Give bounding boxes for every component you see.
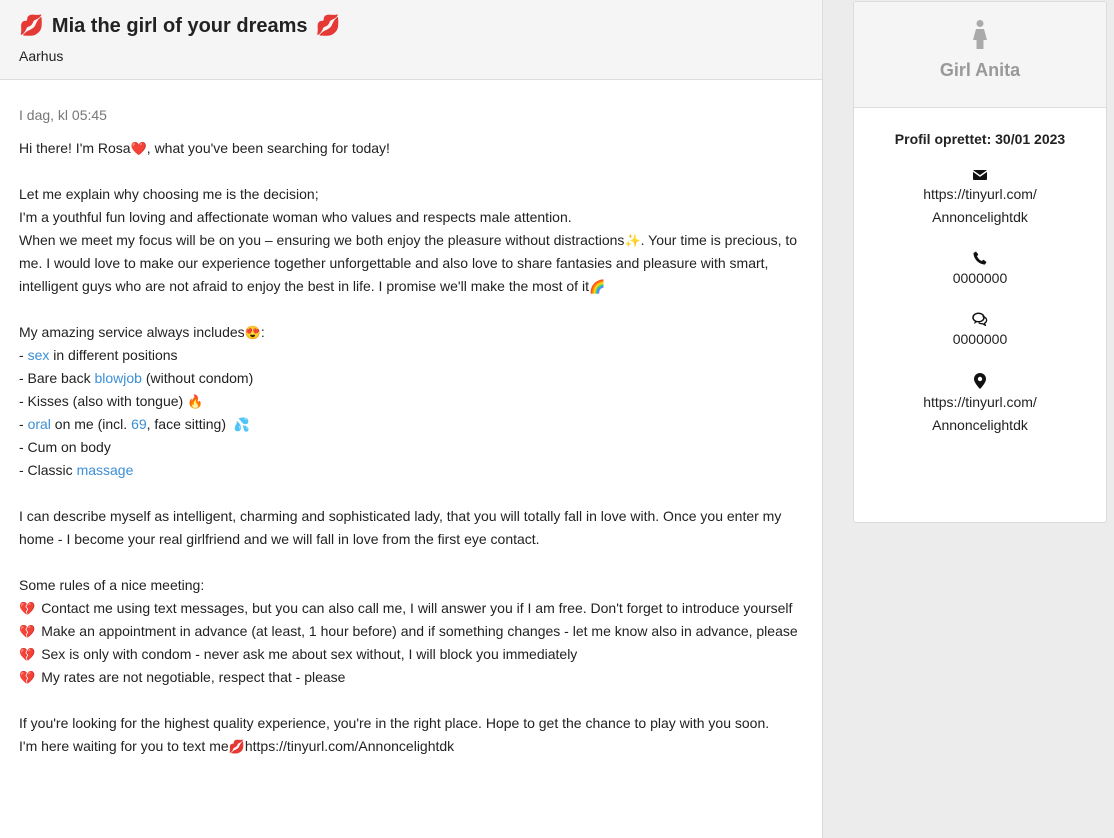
- ad-body: [0, 80, 822, 758]
- profile-email[interactable]: https://tinyurl.com/ Annoncelightdk: [854, 169, 1106, 229]
- profile-chat[interactable]: 0000000: [854, 312, 1106, 351]
- kiss-mark-icon: 💋: [315, 15, 341, 37]
- ad-date: I dag, kl 05:45: [19, 107, 107, 123]
- broken-heart-icon: 💔: [19, 624, 36, 639]
- service-item: - Classic massage: [19, 462, 134, 478]
- heart-icon: ❤️: [130, 141, 147, 156]
- service-item: - Kisses (also with tongue) 🔥: [19, 393, 204, 409]
- heart-eyes-icon: 😍: [244, 325, 261, 340]
- kiss-mark-icon: 💋: [228, 739, 245, 754]
- map-marker-icon: [854, 373, 1106, 389]
- kiss-mark-icon: 💋: [19, 15, 44, 37]
- rule-item: 💔 Sex is only with condom - never ask me about sex without, I will block you immediately: [19, 646, 578, 662]
- broken-heart-icon: 💔: [19, 647, 36, 662]
- closing-line: I'm here waiting for you to text me💋https://tinyurl.com/Annoncelightdk: [19, 738, 455, 754]
- fire-icon: 🔥: [187, 394, 204, 409]
- explain-line: Let me explain why choosing me is the decision;: [19, 186, 319, 202]
- profile-card-header: [854, 2, 1106, 108]
- service-link-sex[interactable]: sex: [27, 347, 50, 363]
- service-intro: My amazing service always includes😍:: [19, 324, 265, 340]
- closing-url: https://tinyurl.com/Annoncelightdk: [244, 738, 455, 754]
- service-link-blowjob[interactable]: blowjob: [94, 370, 142, 386]
- rainbow-icon: 🌈: [588, 279, 606, 294]
- female-person-icon: [854, 20, 1106, 50]
- explain-paragraph: When we meet my focus will be on you – ensuring we both enjoy the pleasure without distractions✨. Your time is precious, to me. I would love to make our experience together unforgettable and also love to share fantasies and pleasure with smart, intelligent guys who are not afraid to enjoy the best in life. I promise we'll make the most of it🌈: [19, 232, 798, 294]
- rule-item: 💔 My rates are not negotiable, respect that - please: [19, 669, 346, 685]
- ad-title-text: Mia the girl of your dreams: [51, 15, 308, 37]
- profile-location[interactable]: https://tinyurl.com/ Annoncelightdk: [854, 373, 1106, 437]
- service-item: - Cum on body: [19, 439, 111, 455]
- rules-title: Some rules of a nice meeting:: [19, 577, 205, 593]
- service-link-69[interactable]: 69: [131, 416, 147, 432]
- sweat-droplets-icon: 💦: [233, 417, 250, 432]
- profile-name: Girl Anita: [939, 60, 1021, 80]
- service-item: - Bare back blowjob (without condom): [19, 370, 254, 386]
- rule-item: 💔 Contact me using text messages, but you can also call me, I will answer you if I am free. Don't forget to introduce yourself: [19, 600, 793, 616]
- describe-paragraph: I can describe myself as intelligent, charming and sophisticated lady, that you will totally fall in love with. Once you enter my home - I become your real girlfriend and we will fall in love from the first eye contact.: [19, 508, 782, 547]
- ad-city: Aarhus: [19, 48, 64, 64]
- ad-title: [19, 12, 803, 40]
- chat-icon: [854, 312, 1106, 326]
- profile-card: [853, 1, 1107, 523]
- ad-header: [0, 0, 822, 80]
- phone-icon: [854, 251, 1106, 265]
- service-link-massage[interactable]: massage: [76, 462, 134, 478]
- envelope-icon: [854, 169, 1106, 181]
- closing-line: If you're looking for the highest quality experience, you're in the right place. Hope to get the chance to play with you soon.: [19, 715, 770, 731]
- intro-line: Hi there! I'm Rosa❤️, what you've been searching for today!: [19, 140, 390, 156]
- broken-heart-icon: 💔: [19, 601, 36, 616]
- profile-phone[interactable]: 0000000: [854, 251, 1106, 290]
- broken-heart-icon: 💔: [19, 670, 36, 685]
- profile-card-body: [854, 108, 1106, 437]
- sparkles-icon: ✨: [624, 233, 641, 248]
- profile-created: Profil oprettet: 30/01 2023: [894, 131, 1066, 147]
- service-item: - oral on me (incl. 69, face sitting) 💦: [19, 416, 250, 432]
- explain-line: I'm a youthful fun loving and affectionate woman who values and respects male attention.: [19, 209, 572, 225]
- service-link-oral[interactable]: oral: [27, 416, 51, 432]
- service-item: - sex in different positions: [19, 347, 178, 363]
- rule-item: 💔 Make an appointment in advance (at least, 1 hour before) and if something changes - let me know also in advance, please: [19, 623, 798, 639]
